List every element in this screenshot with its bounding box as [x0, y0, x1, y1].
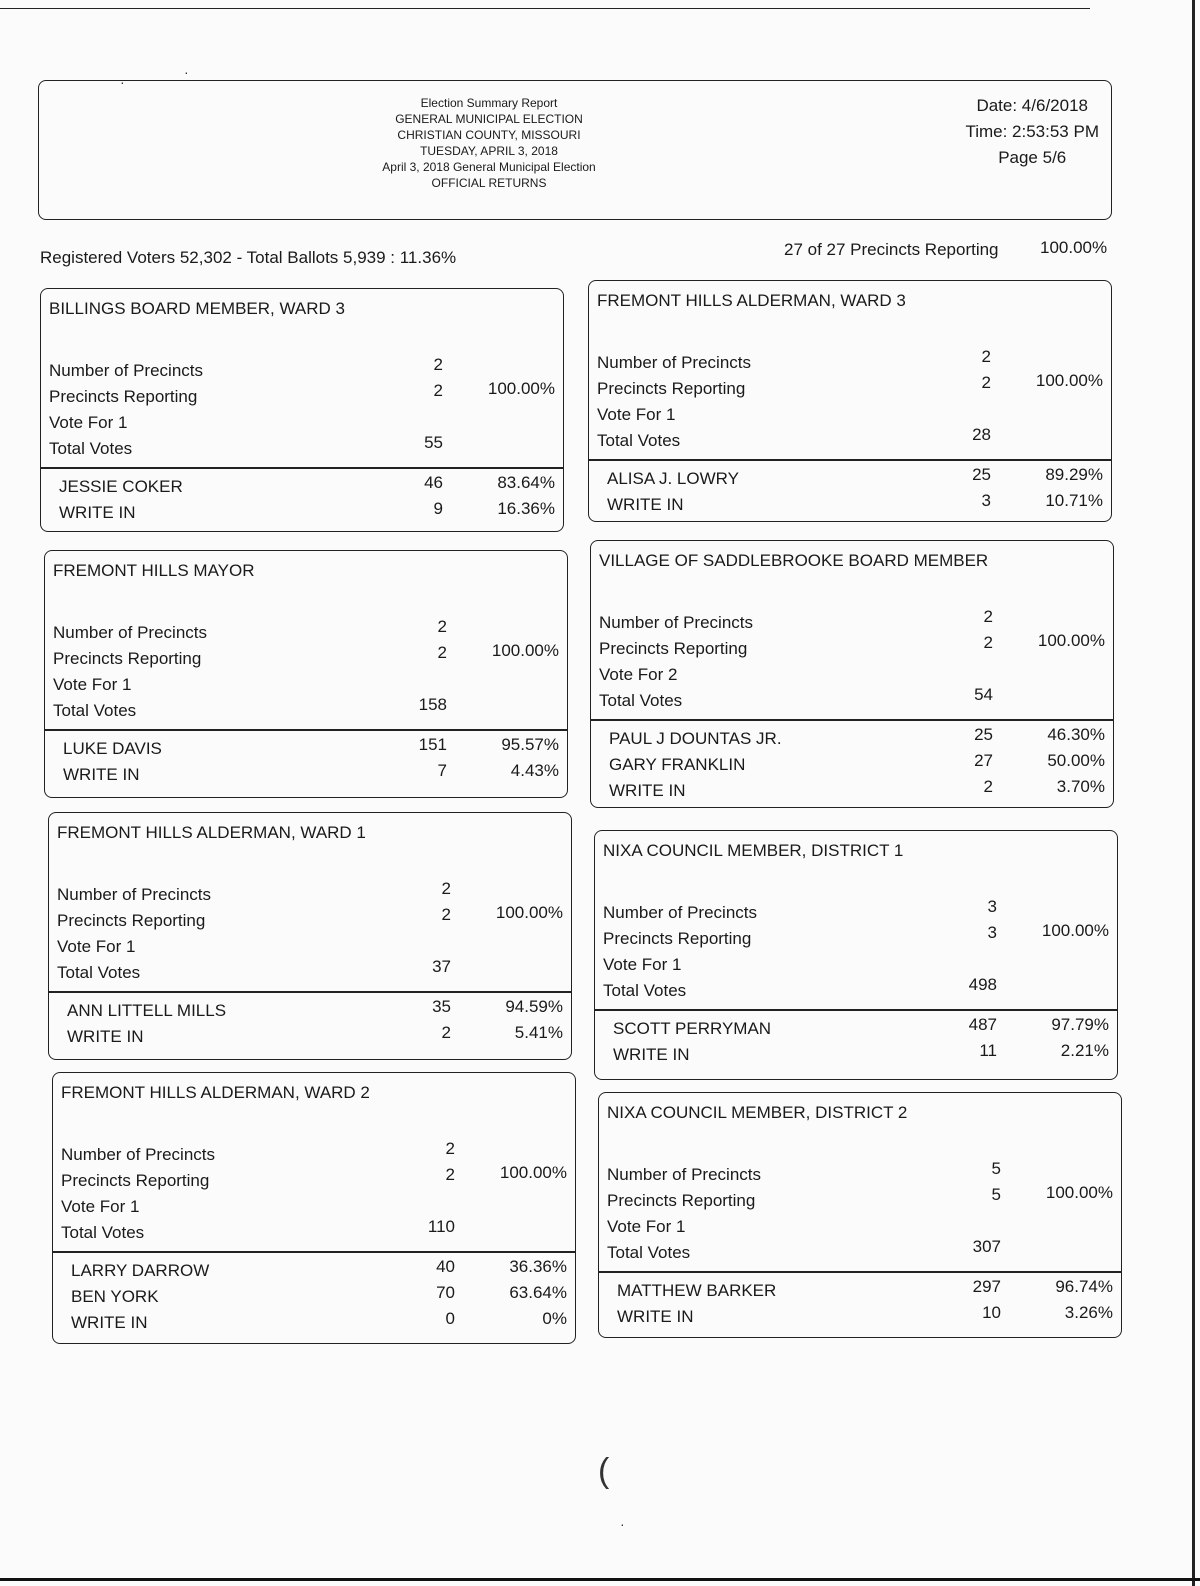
precincts-reporting-percent: 100.00%: [487, 379, 555, 398]
num-precincts-label: Number of Precincts: [607, 1165, 761, 1184]
race-title: BILLINGS BOARD MEMBER, WARD 3: [49, 299, 345, 318]
candidate-name: WRITE IN: [617, 1307, 694, 1326]
precincts-reporting-percent: 100.00%: [495, 903, 563, 922]
candidate-percent: 3.70%: [1056, 777, 1105, 796]
candidate-row: [607, 1303, 1113, 1331]
race-box: [590, 540, 1114, 808]
precincts-reporting-row: [53, 641, 559, 673]
candidate-percent: 95.57%: [501, 735, 559, 754]
page-number: Page 5/6: [998, 148, 1067, 167]
returns-status: OFFICIAL RETURNS: [431, 176, 547, 190]
report-meta: [965, 93, 1099, 171]
report-header: [38, 80, 1112, 220]
candidate-votes: 487: [968, 1015, 997, 1034]
vote-for-label: Vote For 1: [597, 405, 676, 424]
total-votes-value: 37: [432, 957, 451, 976]
candidate-votes: 7: [437, 761, 447, 780]
precincts-reporting-label: Precincts Reporting: [607, 1191, 756, 1210]
precincts-reporting-value: 2: [441, 905, 451, 924]
candidate-percent: 89.29%: [1045, 465, 1103, 484]
candidate-percent: 63.64%: [509, 1283, 567, 1302]
election-description: April 3, 2018 General Municipal Election: [382, 160, 596, 174]
candidate-percent: 36.36%: [509, 1257, 567, 1276]
total-votes-label: Total Votes: [607, 1243, 691, 1262]
candidate-name: WRITE IN: [67, 1027, 144, 1046]
candidate-percent: 50.00%: [1047, 751, 1105, 770]
num-precincts-value: 2: [981, 347, 991, 366]
candidate-votes: 10: [982, 1303, 1001, 1322]
scan-mark: (: [598, 1452, 610, 1490]
vote-for-row: [607, 1217, 1113, 1241]
precincts-reporting-label: Precincts Reporting: [599, 639, 748, 658]
vote-for-label: Vote For 1: [61, 1197, 140, 1216]
scan-speck: ·: [184, 64, 189, 80]
total-votes-row: [597, 425, 1103, 455]
vote-for-row: [599, 665, 1105, 689]
vote-for-label: Vote For 1: [53, 675, 132, 694]
candidate-row: [49, 473, 555, 501]
candidate-votes: 9: [433, 499, 443, 518]
race-title: NIXA COUNCIL MEMBER, DISTRICT 1: [603, 841, 904, 860]
candidate-row: [49, 499, 555, 527]
num-precincts-value: 2: [441, 879, 451, 898]
total-votes-value: 110: [427, 1217, 455, 1236]
candidate-percent: 0%: [542, 1309, 567, 1328]
candidate-row: [597, 491, 1103, 519]
candidate-votes: 11: [979, 1041, 997, 1060]
candidate-row: [599, 751, 1105, 779]
candidate-votes: 0: [445, 1309, 455, 1328]
total-votes-row: [57, 957, 563, 987]
precincts-reporting-value: 2: [445, 1165, 455, 1184]
results-divider: [591, 719, 1113, 721]
precincts-reporting-value: 2: [437, 643, 447, 662]
precincts-reporting-label: Precincts Reporting: [597, 379, 746, 398]
candidate-row: [607, 1277, 1113, 1305]
num-precincts-value: 5: [991, 1159, 1001, 1178]
candidate-name: BEN YORK: [71, 1287, 159, 1306]
election-date: TUESDAY, APRIL 3, 2018: [420, 144, 558, 158]
candidate-votes: 70: [436, 1283, 455, 1302]
candidate-name: GARY FRANKLIN: [609, 755, 746, 774]
report-date: Date: 4/6/2018: [976, 96, 1088, 115]
candidate-votes: 46: [424, 473, 443, 492]
candidate-row: [599, 777, 1105, 805]
candidate-votes: 3: [981, 491, 991, 510]
candidate-name: MATTHEW BARKER: [617, 1281, 777, 1300]
candidate-percent: 2.21%: [1060, 1041, 1109, 1060]
vote-for-row: [57, 937, 563, 961]
precincts-reporting-percent: 100.00%: [1041, 921, 1109, 940]
scan-right-edge: [1192, 0, 1195, 1586]
candidate-name: WRITE IN: [63, 765, 140, 784]
num-precincts-value: 2: [445, 1139, 455, 1158]
race-box: [598, 1092, 1122, 1338]
county-name: CHRISTIAN COUNTY, MISSOURI: [397, 128, 581, 142]
candidate-row: [57, 997, 563, 1025]
precincts-reporting-row: [603, 921, 1109, 953]
vote-for-row: [53, 675, 559, 699]
precincts-reporting-label: Precincts Reporting: [603, 929, 752, 948]
candidate-percent: 4.43%: [510, 761, 559, 780]
report-title-block: [329, 95, 649, 191]
precincts-reporting-value: 5: [991, 1185, 1001, 1204]
candidate-row: [61, 1309, 567, 1337]
race-box: [52, 1072, 576, 1344]
results-divider: [45, 729, 567, 731]
num-precincts-label: Number of Precincts: [597, 353, 751, 372]
candidate-row: [597, 465, 1103, 493]
candidate-row: [61, 1283, 567, 1311]
num-precincts-label: Number of Precincts: [603, 903, 757, 922]
results-divider: [589, 459, 1111, 461]
num-precincts-value: 2: [437, 617, 447, 636]
candidate-percent: 83.64%: [497, 473, 555, 492]
candidate-votes: 40: [436, 1257, 455, 1276]
candidate-name: LUKE DAVIS: [63, 739, 162, 758]
vote-for-row: [61, 1197, 567, 1221]
candidate-percent: 10.71%: [1045, 491, 1103, 510]
vote-for-row: [49, 413, 555, 437]
candidate-percent: 46.30%: [1047, 725, 1105, 744]
race-box: [48, 812, 572, 1060]
candidate-votes: 2: [441, 1023, 451, 1042]
candidate-percent: 16.36%: [497, 499, 555, 518]
total-votes-label: Total Votes: [599, 691, 683, 710]
precincts-reporting-row: [599, 631, 1105, 663]
total-votes-label: Total Votes: [49, 439, 133, 458]
num-precincts-label: Number of Precincts: [599, 613, 753, 632]
vote-for-row: [603, 955, 1109, 979]
candidate-percent: 96.74%: [1055, 1277, 1113, 1296]
precincts-reporting-label: Precincts Reporting: [61, 1171, 210, 1190]
num-precincts-value: 2: [983, 607, 993, 626]
num-precincts-value: 3: [987, 897, 997, 916]
candidate-row: [53, 761, 559, 789]
vote-for-label: Vote For 1: [607, 1217, 686, 1236]
precincts-reporting-percent: 100.00%: [1045, 1183, 1113, 1202]
candidate-votes: 27: [974, 751, 993, 770]
candidate-percent: 94.59%: [505, 997, 563, 1016]
precincts-reporting-row: [49, 379, 555, 411]
total-votes-label: Total Votes: [603, 981, 687, 1000]
scan-top-line: [0, 8, 1090, 9]
race-title: FREMONT HILLS MAYOR: [53, 561, 255, 580]
candidate-row: [53, 735, 559, 763]
candidate-name: ANN LITTELL MILLS: [67, 1001, 227, 1020]
candidate-name: PAUL J DOUNTAS JR.: [609, 729, 782, 748]
total-votes-value: 158: [418, 695, 447, 714]
candidate-votes: 25: [972, 465, 991, 484]
num-precincts-label: Number of Precincts: [57, 885, 211, 904]
total-votes-row: [603, 975, 1109, 1005]
vote-for-row: [597, 405, 1103, 429]
total-votes-label: Total Votes: [53, 701, 137, 720]
results-divider: [53, 1251, 575, 1253]
precincts-reporting-row: [57, 903, 563, 935]
candidate-percent: 3.26%: [1064, 1303, 1113, 1322]
precincts-reporting-percent: 100.00%: [1035, 371, 1103, 390]
candidate-name: WRITE IN: [613, 1045, 690, 1064]
results-divider: [49, 991, 571, 993]
precincts-reporting-percent: 100.00%: [1040, 238, 1108, 257]
num-precincts-label: Number of Precincts: [53, 623, 207, 642]
candidate-votes: 297: [972, 1277, 1001, 1296]
race-title: VILLAGE OF SADDLEBROOKE BOARD MEMBER: [599, 551, 989, 570]
precincts-reporting-label: Precincts Reporting: [49, 387, 198, 406]
candidate-row: [61, 1257, 567, 1285]
candidate-name: SCOTT PERRYMAN: [613, 1019, 772, 1038]
total-votes-row: [61, 1217, 567, 1247]
precincts-reporting-row: [61, 1163, 567, 1195]
race-box: [588, 280, 1112, 522]
total-votes-label: Total Votes: [61, 1223, 145, 1242]
scan-speck: ·: [620, 1516, 625, 1532]
candidate-votes: 25: [974, 725, 993, 744]
total-votes-row: [607, 1237, 1113, 1267]
total-votes-row: [53, 695, 559, 725]
total-votes-label: Total Votes: [57, 963, 141, 982]
precincts-reporting-label: Precincts Reporting: [53, 649, 202, 668]
vote-for-label: Vote For 1: [49, 413, 128, 432]
total-votes-value: 498: [968, 975, 997, 994]
candidate-percent: 97.79%: [1051, 1015, 1109, 1034]
precincts-reporting-value: 2: [983, 633, 993, 652]
candidate-name: WRITE IN: [609, 781, 686, 800]
candidate-percent: 5.41%: [514, 1023, 563, 1042]
race-box: [594, 830, 1118, 1080]
precincts-reporting-row: [597, 371, 1103, 403]
total-votes-row: [599, 685, 1105, 715]
precincts-reporting-label: Precincts Reporting: [57, 911, 206, 930]
election-name: GENERAL MUNICIPAL ELECTION: [395, 112, 583, 126]
race-box: [44, 550, 568, 798]
total-votes-label: Total Votes: [597, 431, 681, 450]
scan-bottom-line: [0, 1578, 1200, 1581]
candidate-row: [603, 1041, 1109, 1069]
scan-speck: ·: [120, 74, 125, 90]
candidate-row: [599, 725, 1105, 753]
candidate-name: LARRY DARROW: [71, 1261, 210, 1280]
race-title: NIXA COUNCIL MEMBER, DISTRICT 2: [607, 1103, 908, 1122]
candidate-name: WRITE IN: [607, 495, 684, 514]
precincts-reporting-value: 3: [987, 923, 997, 942]
report-title: Election Summary Report: [420, 96, 558, 110]
total-votes-value: 28: [972, 425, 991, 444]
precincts-reporting-summary: 27 of 27 Precincts Reporting: [784, 240, 999, 259]
candidate-name: WRITE IN: [59, 503, 136, 522]
total-votes-value: 307: [972, 1237, 1001, 1256]
candidate-name: ALISA J. LOWRY: [607, 469, 739, 488]
total-votes-row: [49, 433, 555, 463]
candidate-name: JESSIE COKER: [59, 477, 183, 496]
candidate-row: [603, 1015, 1109, 1043]
precincts-reporting-row: [607, 1183, 1113, 1215]
candidate-votes: 151: [418, 735, 447, 754]
vote-for-label: Vote For 2: [599, 665, 678, 684]
precincts-reporting-percent: 100.00%: [491, 641, 559, 660]
results-divider: [595, 1009, 1117, 1011]
report-time: Time: 2:53:53 PM: [965, 122, 1099, 141]
precincts-reporting-value: 2: [981, 373, 991, 392]
race-title: FREMONT HILLS ALDERMAN, WARD 2: [61, 1083, 370, 1102]
results-divider: [41, 467, 563, 469]
total-votes-value: 54: [974, 685, 993, 704]
results-divider: [599, 1271, 1121, 1273]
race-title: FREMONT HILLS ALDERMAN, WARD 3: [597, 291, 906, 310]
num-precincts-label: Number of Precincts: [61, 1145, 215, 1164]
candidate-row: [57, 1023, 563, 1051]
precincts-reporting-percent: 100.00%: [1037, 631, 1105, 650]
num-precincts-label: Number of Precincts: [49, 361, 203, 380]
race-title: FREMONT HILLS ALDERMAN, WARD 1: [57, 823, 366, 842]
candidate-name: WRITE IN: [71, 1313, 148, 1332]
vote-for-label: Vote For 1: [57, 937, 136, 956]
vote-for-label: Vote For 1: [603, 955, 682, 974]
precincts-reporting-percent: 100.00%: [499, 1163, 567, 1182]
candidate-votes: 2: [983, 777, 993, 796]
race-box: [40, 288, 564, 532]
total-votes-value: 55: [424, 433, 443, 452]
num-precincts-value: 2: [433, 355, 443, 374]
candidate-votes: 35: [432, 997, 451, 1016]
registered-voters-summary: Registered Voters 52,302 - Total Ballots 5,939 : 11.36%: [40, 248, 457, 267]
precincts-reporting-value: 2: [433, 381, 443, 400]
